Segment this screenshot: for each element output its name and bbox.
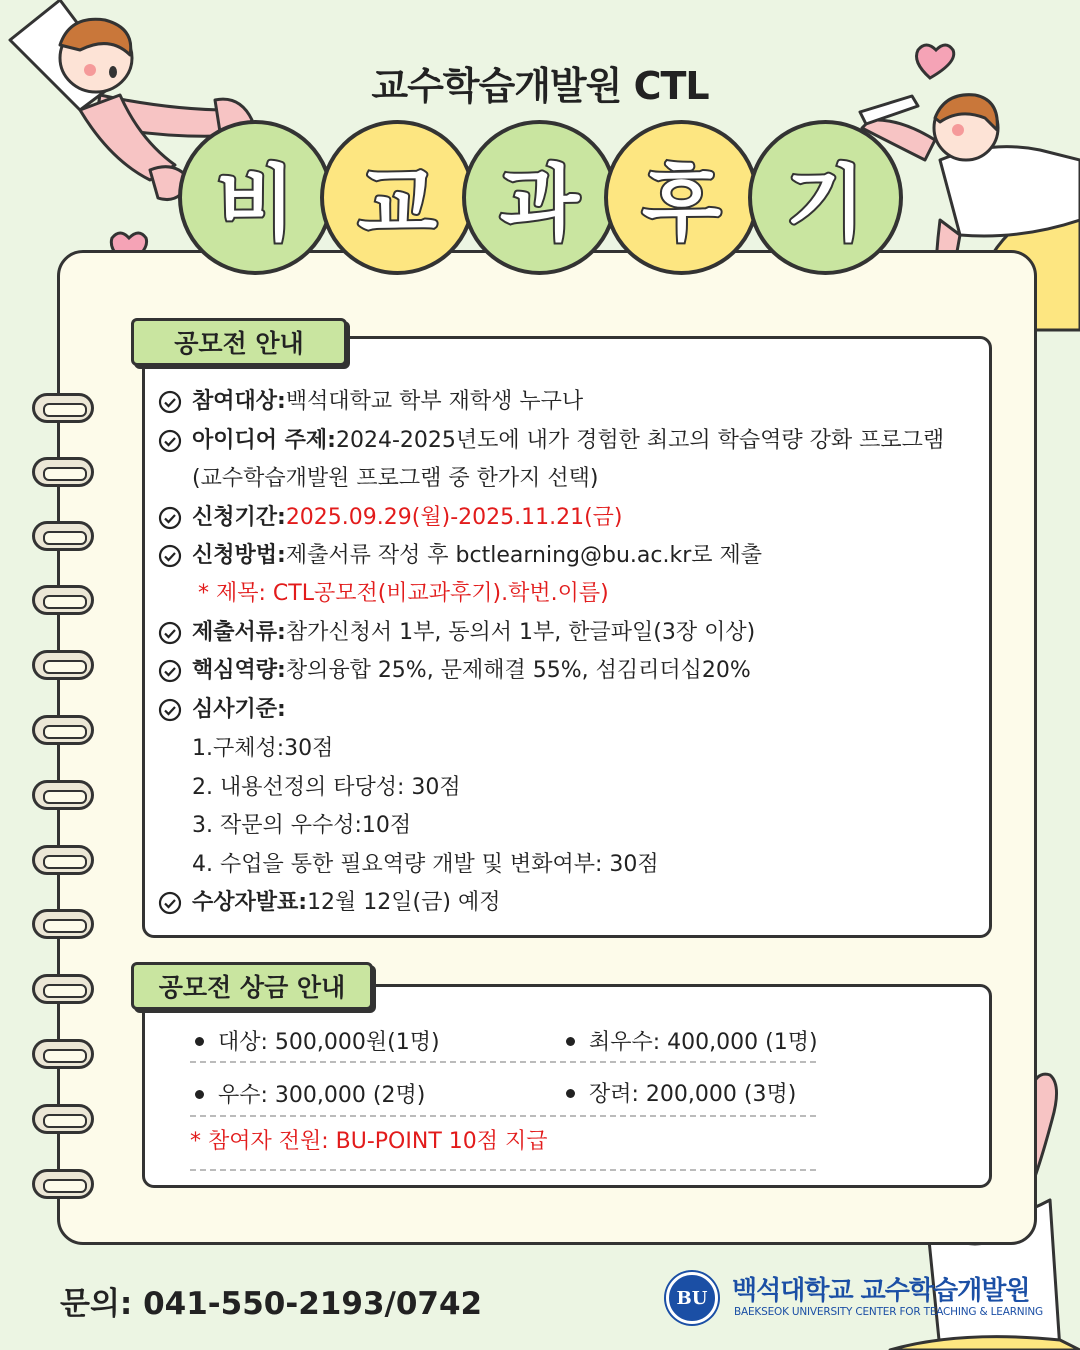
spiral-ring-icon: [32, 650, 94, 680]
criteria-item: 4. 수업을 통한 필요역량 개발 및 변화여부: 30점: [192, 852, 659, 877]
logo-name-english: BAEKSEOK UNIVERSITY CENTER FOR TEACHING & LEARNING: [734, 1306, 1043, 1318]
title-char: 과: [499, 157, 580, 252]
prize-item: 최우수: 400,000 (1명): [566, 1025, 818, 1056]
title-char: 비: [215, 157, 296, 252]
check-circle-icon: [158, 891, 182, 915]
info-row-documents: [158, 619, 755, 647]
prize-item: 대상: 500,000원(1명): [195, 1025, 440, 1056]
info-row-topic: [158, 427, 944, 455]
spiral-ring-icon: [32, 585, 94, 615]
spiral-ring-icon: [32, 393, 94, 423]
info-label: 제출서류:: [192, 620, 286, 645]
check-circle-icon: [158, 698, 182, 722]
title-circle: [604, 120, 759, 275]
check-circle-icon: [158, 390, 182, 414]
spiral-ring-icon: [32, 909, 94, 939]
info-label: 아이디어 주제:: [192, 428, 336, 453]
info-value: 2025.09.29(월)-2025.11.21(금): [285, 505, 623, 530]
spiral-ring-icon: [32, 457, 94, 487]
divider: [190, 1169, 816, 1171]
prize-item: 우수: 300,000 (2명): [195, 1078, 425, 1109]
notice-tag: 공모전 안내: [131, 318, 347, 366]
info-row-criteria: [158, 696, 286, 724]
contact-info: 문의: 041-550-2193/0742: [60, 1286, 483, 1322]
divider: [190, 1115, 816, 1117]
criteria-item: 2. 내용선정의 타당성: 30점: [192, 775, 461, 800]
info-row-period: [158, 504, 623, 532]
info-value: 참가신청서 1부, 동의서 1부, 한글파일(3장 이상): [285, 620, 756, 645]
check-circle-icon: [158, 429, 182, 453]
prize-note: * 참여자 전원: BU-POINT 10점 지급: [190, 1129, 548, 1154]
prize-item: 장려: 200,000 (3명): [566, 1077, 796, 1108]
check-circle-icon: [158, 659, 182, 683]
title-char: 후: [641, 157, 722, 252]
spiral-ring-icon: [32, 1169, 94, 1199]
spiral-ring-icon: [32, 845, 94, 875]
info-row-method: [158, 542, 762, 570]
check-circle-icon: [158, 506, 182, 530]
info-label: 신청기간:: [192, 505, 286, 530]
info-row-competency: [158, 657, 751, 685]
criteria-item: 3. 작문의 우수성:10점: [192, 813, 412, 838]
title-circle: [320, 120, 475, 275]
university-logo-icon: BU: [666, 1272, 718, 1324]
title-char: 기: [785, 157, 866, 252]
spiral-ring-icon: [32, 1104, 94, 1134]
title-circle: [748, 120, 903, 275]
spiral-ring-icon: [32, 974, 94, 1004]
info-value: 백석대학교 학부 재학생 누구나: [285, 389, 584, 414]
check-circle-icon: [158, 621, 182, 645]
info-label: 수상자발표:: [192, 890, 308, 915]
info-label: 심사기준:: [192, 697, 286, 722]
info-value: 12월 12일(금) 예정: [307, 890, 501, 915]
info-row-announcement: [158, 889, 500, 917]
prize-tag: 공모전 상금 안내: [131, 962, 373, 1010]
spiral-ring-icon: [32, 521, 94, 551]
info-value: 창의융합 25%, 문제해결 55%, 섬김리더십20%: [285, 658, 751, 683]
title-char: 교: [357, 157, 438, 252]
check-circle-icon: [158, 544, 182, 568]
spiral-ring-icon: [32, 715, 94, 745]
info-row-target: [158, 388, 583, 416]
title-circle: [178, 120, 333, 275]
title-circle: [462, 120, 617, 275]
info-value: 2024-2025년도에 내가 경험한 최고의 학습역량 강화 프로그램: [335, 428, 945, 453]
spiral-ring-icon: [32, 780, 94, 810]
logo-name-korean: 백석대학교 교수학습개발원: [732, 1276, 1030, 1306]
info-sub-topic: (교수학습개발원 프로그램 중 한가지 선택): [192, 466, 599, 491]
page-header-title: 교수학습개발원 CTL: [371, 64, 709, 108]
info-label: 핵심역량:: [192, 658, 286, 683]
info-sub-subject: * 제목: CTL공모전(비교과후기).학번.이름): [198, 581, 609, 606]
info-label: 신청방법:: [192, 543, 286, 568]
info-label: 참여대상:: [192, 389, 286, 414]
spiral-ring-icon: [32, 1039, 94, 1069]
info-value: 제출서류 작성 후 bctlearning@bu.ac.kr로 제출: [285, 543, 763, 568]
divider: [190, 1061, 816, 1063]
criteria-item: 1.구체성:30점: [192, 736, 334, 761]
